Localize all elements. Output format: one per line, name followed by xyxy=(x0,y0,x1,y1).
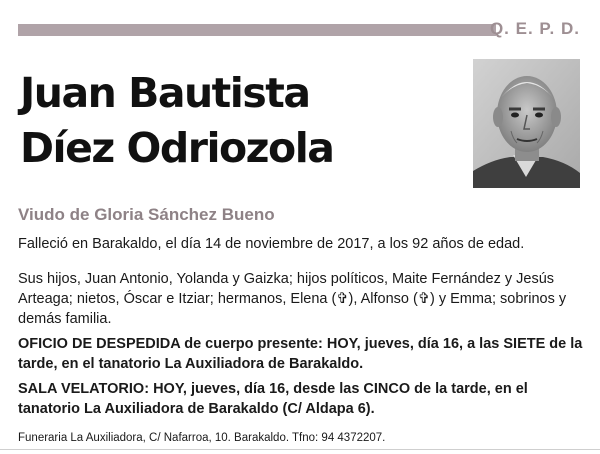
funeral-home-footer: Funeraria La Auxiliadora, C/ Nafarroa, 10. Barakaldo. Tfno: 94 4372207. xyxy=(18,432,386,444)
bottom-divider xyxy=(0,449,600,450)
wake-room: SALA VELATORIO: HOY, jueves, día 16, desde las CINCO de la tarde, en el tanatorio La Auxiliadora de Barakaldo (C/ Aldapa 6). xyxy=(18,381,528,417)
family-text-1: Sus hijos, Juan Antonio, Yolanda y Gaizka; hijos políticos, Maite Fernández y Jesús Arteaga; nietos, Óscar e Itziar; hermanos, Elena ( xyxy=(18,271,555,307)
deceased-photo xyxy=(473,59,580,188)
name-line-2: Díez Odriozola xyxy=(20,124,334,172)
family-text-3: ) y Emma; sobrinos y demás familia. xyxy=(18,291,567,327)
name-line-1: Juan Bautista xyxy=(20,69,310,117)
qepd-label: Q. E. P. D. xyxy=(489,19,580,38)
family-text-2: ), Alfonso ( xyxy=(348,291,418,307)
cross-icon: ✞ xyxy=(336,291,349,307)
header-bar xyxy=(18,24,496,36)
widower-subtitle: Viudo de Gloria Sánchez Bueno xyxy=(18,205,275,224)
farewell-service: OFICIO DE DESPEDIDA de cuerpo presente: HOY, jueves, día 16, a las SIETE de la tarde, en el tanatorio La Auxiliadora de Barakaldo. xyxy=(18,336,583,372)
family-list xyxy=(18,269,584,329)
cross-icon: ✞ xyxy=(417,291,430,307)
deceased-name xyxy=(20,66,333,176)
death-notice: Falleció en Barakaldo, el día 14 de noviembre de 2017, a los 92 años de edad. xyxy=(18,236,525,252)
